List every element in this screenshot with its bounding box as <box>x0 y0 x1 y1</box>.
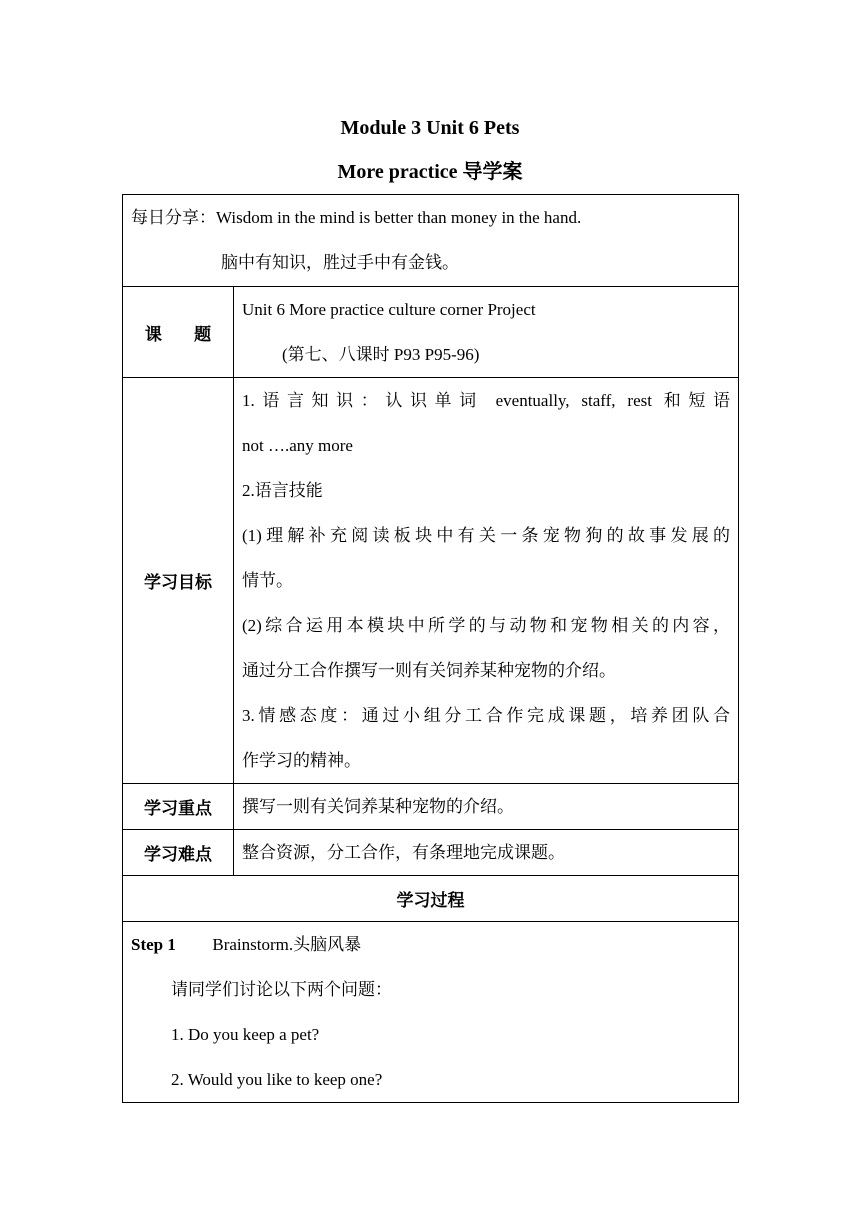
difficulty-label: 学习难点 <box>123 830 234 876</box>
step1-row <box>123 922 739 1103</box>
goal-line: 情节。 <box>242 571 293 590</box>
goals-label: 学习目标 <box>123 378 234 784</box>
step1-label: Step 1 <box>131 935 176 954</box>
difficulty-row <box>123 830 739 876</box>
topic-row <box>123 287 739 378</box>
key-point-row <box>123 784 739 830</box>
goal-line: 作学习的精神。 <box>242 751 361 770</box>
document-title: Module 3 Unit 6 Pets <box>340 117 520 139</box>
process-heading-row <box>123 876 739 922</box>
daily-share-cell <box>123 195 739 287</box>
step1-line: 1. Do you keep a pet? <box>171 1025 320 1044</box>
goal-line: 1.语言知识：认识单词 eventually, staff, rest 和短语 <box>242 391 731 410</box>
process-heading: 学习过程 <box>123 876 739 922</box>
step1-line: 2. Would you like to keep one? <box>171 1070 383 1089</box>
step1-line: 请同学们讨论以下两个问题： <box>171 980 392 999</box>
daily-share-row <box>123 195 739 287</box>
goals-content <box>234 378 739 784</box>
key-point-label: 学习重点 <box>123 784 234 830</box>
step1-cell <box>123 922 739 1103</box>
goal-line: 2.语言技能 <box>242 481 323 500</box>
goal-line: (1)理解补充阅读板块中有关一条宠物狗的故事发展的 <box>242 526 731 545</box>
step1-title: Brainstorm.头脑风暴 <box>212 935 362 954</box>
topic-line-1: Unit 6 More practice culture corner Project <box>242 300 536 319</box>
topic-line-2: (第七、八课时 P93 P95-96) <box>282 345 480 364</box>
difficulty-text: 整合资源，分工合作，有条理地完成课题。 <box>234 830 739 876</box>
daily-share-chinese: 脑中有知识，胜过手中有金钱。 <box>221 253 459 272</box>
step1-header <box>131 922 730 967</box>
goal-line: (2)综合运用本模块中所学的与动物和宠物相关的内容， <box>242 616 731 635</box>
document-subtitle: More practice 导学案 <box>337 161 523 183</box>
goal-line: 通过分工合作撰写一则有关饲养某种宠物的介绍。 <box>242 661 616 680</box>
key-point-text: 撰写一则有关饲养某种宠物的介绍。 <box>234 784 739 830</box>
topic-label: 课 题 <box>123 287 234 378</box>
daily-share-english: 每日分享：Wisdom in the mind is better than money in the hand. <box>131 208 582 227</box>
topic-content <box>234 287 739 378</box>
lesson-plan-table <box>122 194 739 1103</box>
goal-line: not ….any more <box>242 436 353 455</box>
goal-line: 3.情感态度：通过小组分工合作完成课题，培养团队合 <box>242 706 731 725</box>
goals-row <box>123 378 739 784</box>
